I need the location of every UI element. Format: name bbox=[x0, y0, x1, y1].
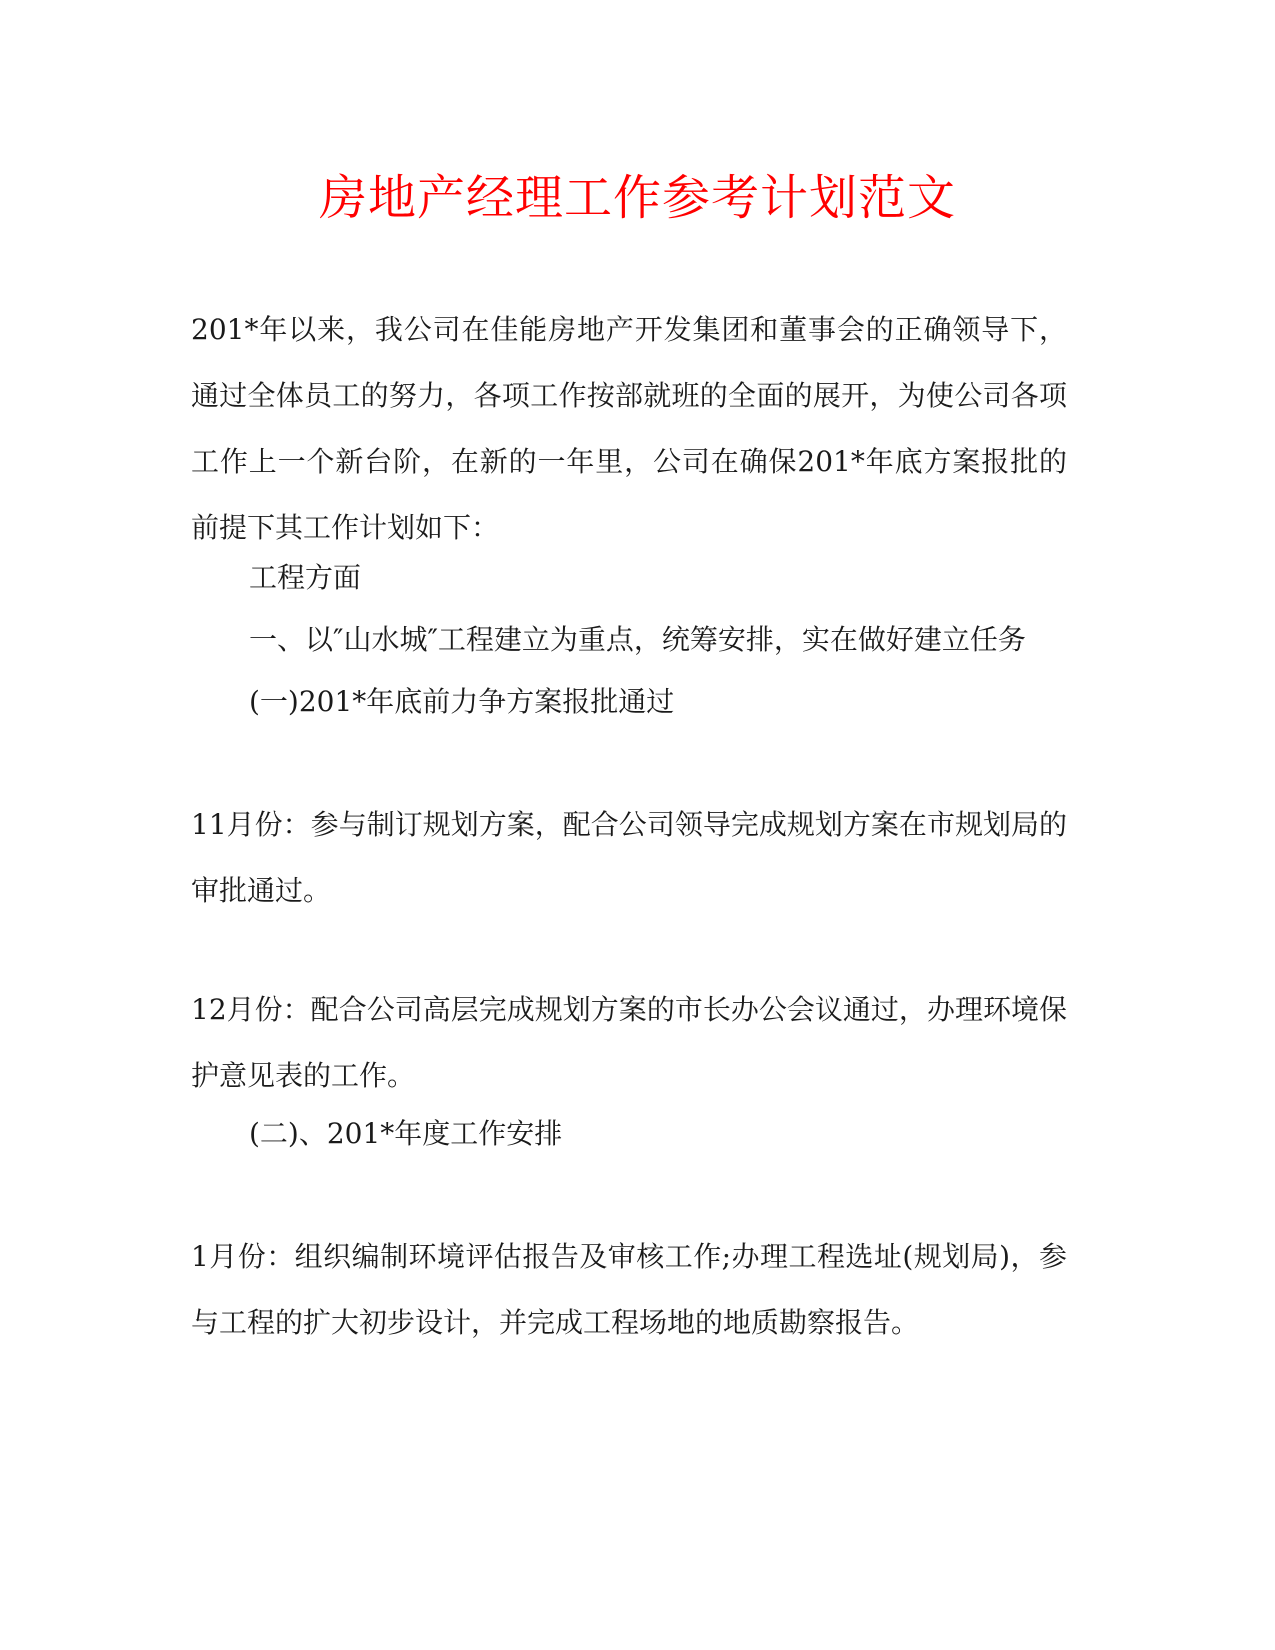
subitem-heading-2: (二)、201*年度工作安排 bbox=[249, 1117, 563, 1150]
paragraph-december: 12月份：配合公司高层完成规划方案的市长办公会议通过，办理环境保护意见表的工作。 bbox=[191, 993, 1067, 1092]
document-title: 房地产经理工作参考计划范文 bbox=[318, 170, 956, 226]
paragraph-january: 1月份：组织编制环境评估报告及审核工作;办理工程选址(规划局)，参与工程的扩大初步设计，并完成工程场地的地质勘察报告。 bbox=[191, 1240, 1067, 1339]
paragraph-november: 11月份：参与制订规划方案，配合公司领导完成规划方案在市规划局的审批通过。 bbox=[191, 808, 1067, 907]
subitem-heading-1: (一)201*年底前力争方案报批通过 bbox=[249, 685, 675, 718]
section-heading-engineering: 工程方面 bbox=[249, 561, 362, 594]
item-heading-1: 一、以″山水城″工程建立为重点，统筹安排，实在做好建立任务 bbox=[249, 623, 1026, 656]
paragraph-intro: 201*年以来，我公司在佳能房地产开发集团和董事会的正确领导下，通过全体员工的努力，各项工作按部就班的全面的展开，为使公司各项工作上一个新台阶，在新的一年里，公司在确保201*年底方案报批的前提下其工作计划如下： bbox=[191, 313, 1067, 544]
